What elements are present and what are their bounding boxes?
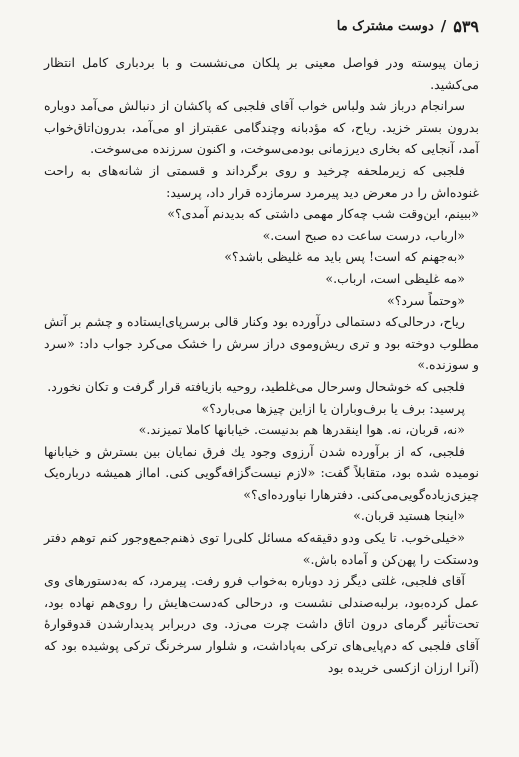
paragraph: «ببینم، این‌وقت شب چه‌کار مهمی داشتی که بدیدنم آمدی؟» (167, 206, 479, 222)
body-text (44, 52, 479, 678)
paragraph: «اینجا هستید قربان.» (353, 508, 465, 524)
paragraph: زمان پیوسته ودر فواصل معینی بر پلکان می‌نشست و با بردباری کامل انتظار می‌کشید. (44, 55, 479, 92)
paragraph: آقای فلجبی، غلتی دیگر زد دوباره به‌خواب فرو رفت. پیرمرد، که به‌دستورهای وی عمل کرده‌بود، برلبه‌صندلی نشست و، درحالی که‌دست‌هایش را روی‌هم نهاده بود، تحت‌تأثیر گرمای درون اتاق داشت چرت می‌زد. وی دربرابر پدیدارشدن قدوقوارهٔ آقای فلجبی که دم‌پایی‌های ترکی به‌پاداشت، و شلوار سرخرنگ ترکی پوشیده بود که (آنرا ارزان ازکسی خریده بود (44, 573, 479, 675)
paragraph: فلجبی که زیرملحفه چرخید و روی برگرداند و قسمتی از شانه‌های به راحت غنوده‌اش را در معرض دید پیرمرد سرمازده قرار داد، پرسید: (44, 162, 479, 200)
paragraph: ریاح، درحالی‌که دستمالی درآورده بود وکنار قالی برسرپای‌ایستاده و چشم بر آتش مطلوب دوخته بود و تری ریش‌وموی دراز سرش را خشک می‌کرد جواب داد: «سرد و سوزنده.» (44, 314, 479, 373)
paragraph: فلجبی، که از برآورده شدن آرزوی وجود یك فرق نمایان بین بسترش و خیابانها نومیده شده بود، متقابلاً گفت: «لازم نیست‌گزافه‌گویی کنی. امااز همیشه درباره‌یک چیزی‌زیاده‌گویی‌می‌کنی. دفترهارا نیاورده‌ای؟» (44, 443, 479, 502)
paragraph: «نه، قربان، نه. هوا اینقدرها هم بدنیست. خیابانها کاملا تمیزند.» (138, 422, 465, 438)
paragraph: «خیلی‌خوب. تا یکی ودو دقیقه‌که مسائل کلی‌را توی ذهنم‌جمع‌وجور کنم توهم دفتر ودستکت را پهن‌کن و آماده باش.» (44, 530, 479, 567)
page-number: ۵۳۹ (453, 16, 479, 36)
running-title: دوست مشترک ما (336, 18, 434, 34)
paragraph: پرسید: برف یا برف‌وباران یا ازاین چیزها می‌بارد؟» (201, 400, 465, 416)
paragraph: «ارباب، درست ساعت ده صبح است.» (262, 227, 465, 243)
paragraph: «مه غلیظی است، ارباب.» (325, 270, 465, 286)
paragraph: سرانجام درباز شد ولباس خواب آقای فلجبی که پاکشان از دنبالش می‌آمد دوباره بدرون بستر خزید. ریاح، که مؤدبانه وچندگامی عقبتراز او می‌آمد، بدرون‌اتاق‌خواب آمد، آنجایی که بخاری دیرزمانی بودمی‌سوخت، و اکنون سرزنده می‌سوخت. (44, 98, 479, 157)
paragraph: «وحتماً سرد؟» (387, 292, 465, 308)
paragraph: «به‌جهنم که است! پس باید مه غلیظی باشد؟» (224, 249, 465, 265)
page-header (44, 14, 479, 38)
header-separator: / (440, 17, 447, 35)
paragraph: فلجبی که خوشحال وسرحال می‌غلطید، روحیه بازیافته قرار گرفت و تکان نخورد. (47, 378, 465, 394)
